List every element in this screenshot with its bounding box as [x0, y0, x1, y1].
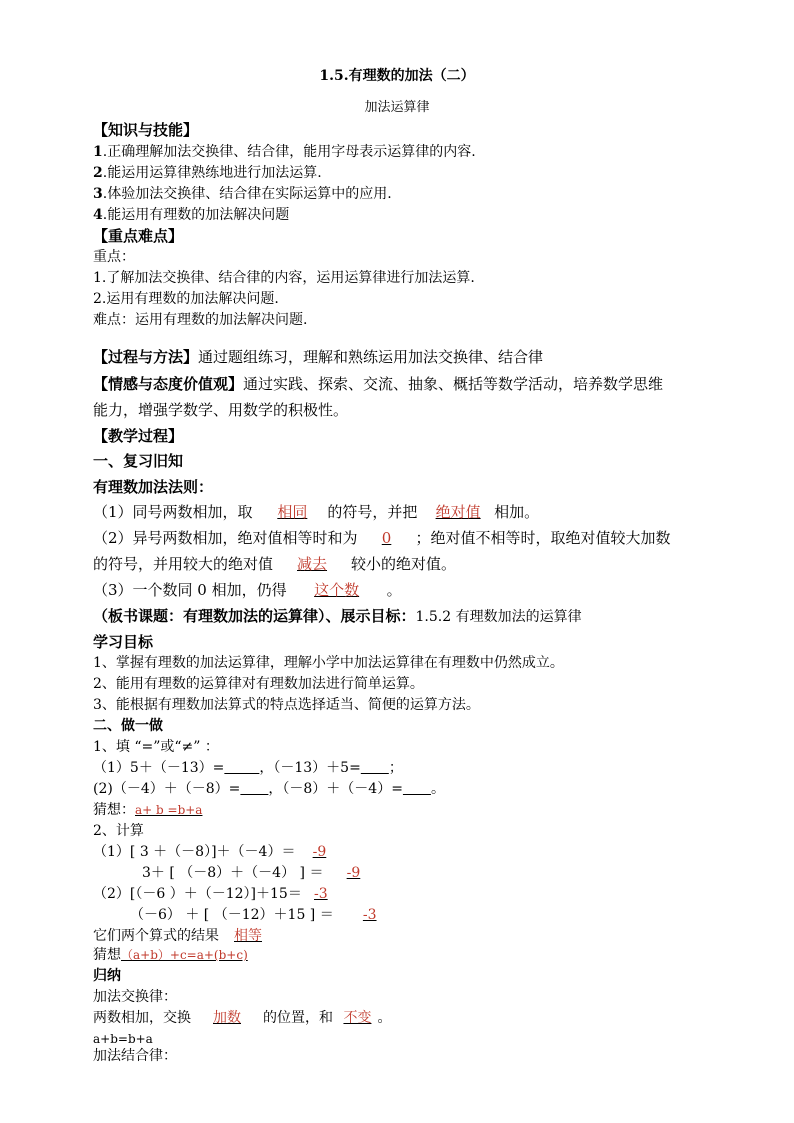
- document-subtitle: 加法运算律: [364, 100, 430, 115]
- guess-1: 猜想：a+ b =b+a: [93, 802, 203, 818]
- rule-2: （2）异号两数相加，绝对值相等时和为 0 ；绝对值不相等时，取绝对值较大加数: [93, 529, 671, 547]
- question-2a: （1）[ 3 ＋（－8）]＋（－4）＝ -9: [93, 844, 327, 860]
- question-2c: （2）[（－6 ）＋（－12）]＋15＝ -3: [93, 886, 328, 902]
- goal-item: 3、能根据有理数加法算式的特点选择适当、简便的运算方法。: [93, 697, 480, 713]
- difficulty-text: 难点：运用有理数的加法解决问题.: [93, 312, 308, 328]
- knowledge-item: 2.能运用运算律熟练地进行加法运算.: [93, 165, 322, 181]
- question-2: 2、计算: [93, 823, 144, 839]
- question-2b: 3＋ [ （－8）＋（－4） ] ＝ -9: [142, 865, 361, 881]
- knowledge-item: 3.体验加法交换律、结合律在实际运算中的应用.: [93, 186, 392, 202]
- results-line: 它们两个算式的结果 相等: [93, 928, 262, 944]
- knowledge-item: 4.能运用有理数的加法解决问题: [93, 207, 290, 223]
- question-1: 1、填 “=”或“≠” ：: [93, 739, 219, 755]
- commutative-text: 两数相加，交换 加数 的位置，和 不变 。: [93, 1010, 392, 1026]
- goal-item: 1、掌握有理数的加法运算律，理解小学中加法运算律在有理数中仍然成立。: [93, 655, 564, 671]
- rule-3: （3）一个数同 0 相加，仍得 这个数 。: [93, 581, 402, 599]
- question-2d: （－6） ＋ [ （－12）＋15 ] ＝ -3: [130, 907, 377, 923]
- associative-label: 加法结合律：: [93, 1048, 177, 1064]
- commutative-label: 加法交换律：: [93, 989, 177, 1005]
- document-title: 1.5.有理数的加法（二）: [319, 68, 475, 84]
- rule-title: 有理数加法法则：: [93, 478, 214, 496]
- guess-2: 猜想（a+b）+c=a+(b+c): [93, 947, 248, 963]
- focus-label: 重点：: [93, 249, 135, 265]
- board-line: （板书课题：有理数加法的运算律）、展示目标：1.5.2 有理数加法的运算律: [93, 607, 582, 625]
- goals-heading: 学习目标: [93, 633, 154, 651]
- attitude-line-2: 能力，增强学数学、用数学的积极性。: [93, 401, 349, 419]
- teaching-heading: 【教学过程】: [93, 427, 184, 445]
- knowledge-item: 1.正确理解加法交换律、结合律，能用字母表示运算律的内容.: [93, 144, 476, 160]
- section-review: 一、复习旧知: [93, 452, 184, 470]
- rule-2-cont: 的符号，并用较大的绝对值 减去 较小的绝对值。: [93, 555, 457, 573]
- method-line: 【过程与方法】通过题组练习，理解和熟练运用加法交换律、结合律: [93, 348, 544, 366]
- keypoints-heading: 【重点难点】: [93, 227, 184, 245]
- practice-heading: 二、做一做: [93, 718, 163, 734]
- goal-item: 2、能用有理数的运算律对有理数加法进行简单运算。: [93, 676, 424, 692]
- focus-item: 1.了解加法交换律、结合律的内容，运用运算律进行加法运算.: [93, 270, 475, 286]
- summary-heading: 归纳: [93, 968, 121, 984]
- rule-1: （1）同号两数相加，取 相同 的符号，并把 绝对值 相加。: [93, 503, 540, 521]
- focus-item: 2.运用有理数的加法解决问题.: [93, 291, 279, 307]
- question-1a: （1）5＋（－13）= ，（－13）＋5= ；: [93, 760, 403, 776]
- question-1b: (2)（－4）＋（－8）= ，（－8）＋（－4）= 。: [93, 781, 445, 797]
- attitude-line: 【情感与态度价值观】通过实践、探索、交流、抽象、概括等数学活动，培养数学思维: [93, 375, 664, 393]
- knowledge-heading: 【知识与技能】: [93, 121, 199, 139]
- commutative-formula: a+b=b+a: [93, 1032, 153, 1046]
